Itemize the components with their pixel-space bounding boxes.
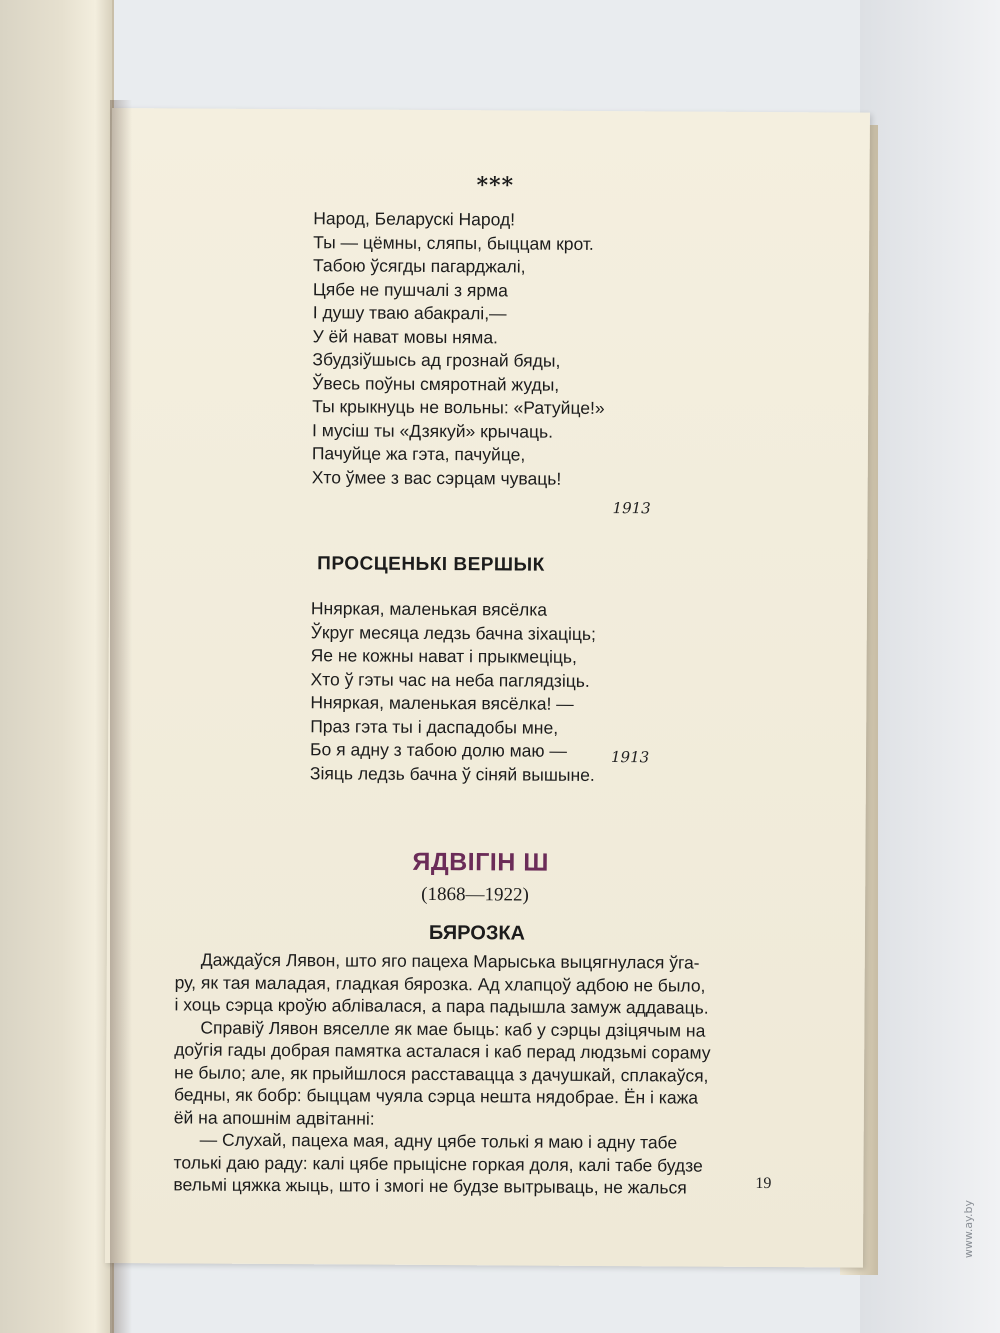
poem-line: Бо я адну з табою долю маю — xyxy=(310,739,567,761)
author-years: (1868—1922) xyxy=(421,883,529,906)
poem-line: Нняркая, маленькая вясёлка! — xyxy=(310,692,574,714)
poem-line: Хто ўмее з вас сэрцам чуваць! xyxy=(311,466,562,489)
left-page-edge xyxy=(0,0,114,1333)
poem-2-date: 1913 xyxy=(610,748,650,767)
poem-line: Ты — цёмны, сляпы, быццам крот. xyxy=(313,231,594,254)
poem-line: Цябе не пушчалі з ярма xyxy=(312,278,509,300)
background-surface xyxy=(860,0,1000,1333)
poem-line: У ёй нават мовы няма. xyxy=(312,325,499,347)
prose-line: доўгія гады добрая памятка асталася і каб перад людзьмі сораму xyxy=(174,1039,711,1063)
page-number: 19 xyxy=(755,1174,772,1193)
poem-line: Хто ў гэты час на неба паглядзіць. xyxy=(310,668,590,691)
poem-2 xyxy=(310,597,596,787)
spine-shadow xyxy=(110,100,132,1333)
prose-line: і хоць сэрца кроўю аблівалася, а пара падышла замуж аддаваць. xyxy=(174,994,709,1018)
prose-line: Справіў Лявон вяселле як мае быць: каб у сэрцы дзіцячым на xyxy=(200,1017,706,1041)
poem-1 xyxy=(312,207,606,491)
prose-line: вельмі цяжка жыць, што і змогі не будзе вытрываць, не жалься xyxy=(173,1174,687,1198)
prose-line: ёй на апошнім адвітанні: xyxy=(173,1106,375,1129)
prose-line: бедны, як бобр: быццам чуяла сэрца нешта нядобрае. Ён і кажа xyxy=(173,1084,699,1108)
poem-line: Ўкруг месяца ледзь бачна зіхаціць; xyxy=(310,621,597,644)
poem-line: Ты крыкнуць не вольны: «Ратуйце!» xyxy=(312,396,605,419)
poem-line: І мусіш ты «Дзякуй» крычаць. xyxy=(311,419,554,442)
section-divider-stars: *** xyxy=(476,172,515,199)
story-text xyxy=(173,948,805,1199)
story-title: БЯРОЗКА xyxy=(428,921,526,945)
prose-line: не было; але, як прыйшлося расставацца з дачушкай, сплакаўся, xyxy=(174,1061,709,1086)
poem-line: Збудзіўшысь ад грознай бяды, xyxy=(312,349,561,371)
poem-1-date: 1913 xyxy=(612,499,651,518)
poem-line: Нняркая, маленькая вясёлка xyxy=(310,598,548,620)
poem-line: Табою ўсягды пагарджалі, xyxy=(312,255,526,277)
watermark-text: www.ay.by xyxy=(962,1200,975,1259)
poem-line: І душу тваю абакралі,— xyxy=(312,302,507,324)
poem-2-title: ПРОСЦЕНЬКІ ВЕРШЫК xyxy=(317,553,545,576)
prose-line: Даждаўся Лявон, што яго пацеха Марыська выцягнулася ўга- xyxy=(200,949,700,973)
poem-line: Яе не кожны нават і прыкмеціць, xyxy=(310,645,578,667)
poem-line: Зіяць ледзь бачна ў сіняй вышыне. xyxy=(309,762,595,785)
author-name: ЯДВІГІН Ш xyxy=(412,847,550,877)
book-page xyxy=(105,108,870,1268)
poem-line: Ўвесь поўны смяротнай жуды, xyxy=(312,372,560,395)
prose-line: толькі даю раду: калі цябе прыцісне горкая доля, калі табе будзе xyxy=(173,1151,703,1176)
poem-line: Пачуйце жа гэта, пачуйце, xyxy=(311,443,526,465)
prose-line: ру, як тая маладая, гладкая бярозка. Ад хлапцоў адбою не было, xyxy=(174,971,706,996)
prose-line: — Слухай, пацеха мая, адну цябе толькі я маю і адну табе xyxy=(199,1129,678,1153)
poem-line: Праз гэта ты і даспадобы мне, xyxy=(310,715,559,738)
poem-line: Народ, Беларускі Народ! xyxy=(313,208,516,230)
